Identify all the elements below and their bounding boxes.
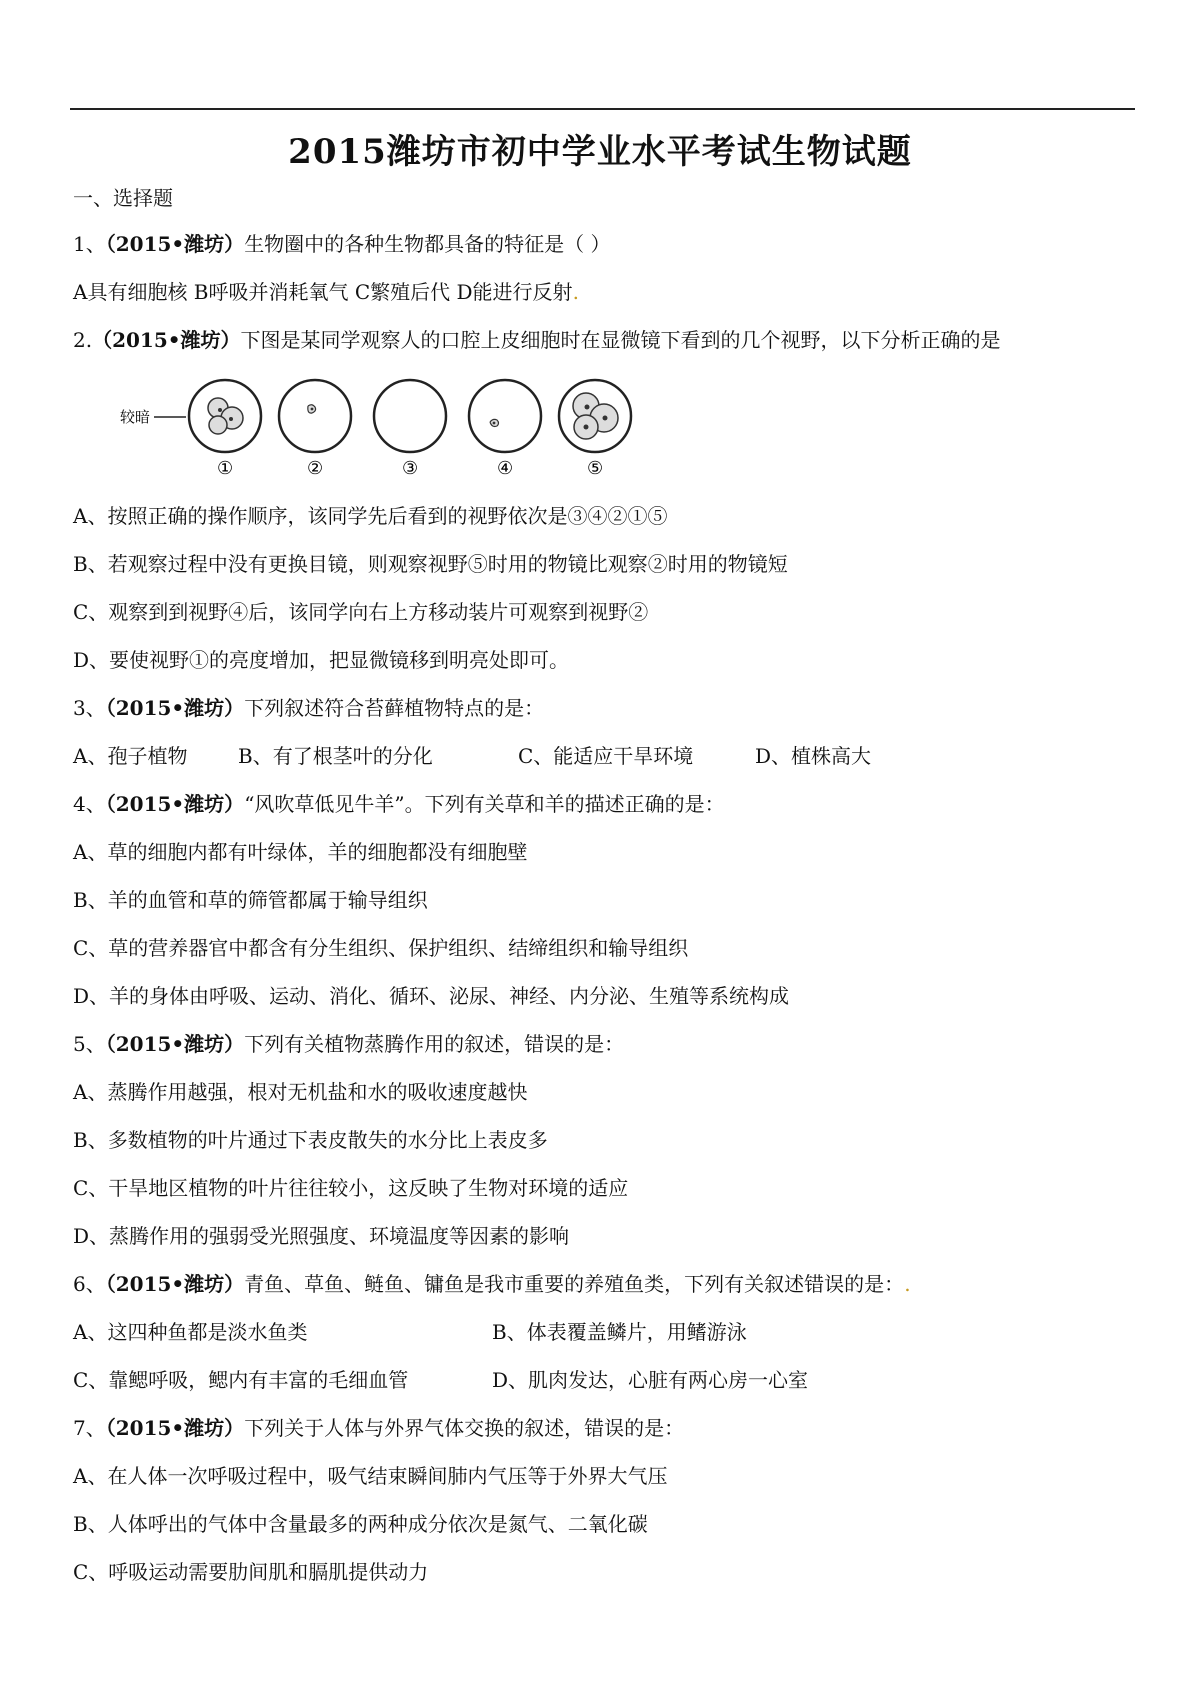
question-source: （2015•潍坊）: [105, 1272, 245, 1296]
field-1: [189, 380, 261, 452]
microscope-fields-figure: [120, 370, 660, 480]
option-c: C、观察到到视野④后，该同学向右上方移动装片可观察到视野②: [73, 600, 649, 624]
question-1-options: [73, 280, 579, 304]
question-text: 下列有关植物蒸腾作用的叙述，错误的是：: [244, 1032, 625, 1056]
question-number: 2.: [73, 328, 93, 352]
pointer-label: 较暗: [120, 408, 151, 426]
question-text: 下图是某同学观察人的口腔上皮细胞时在显微镜下看到的几个视野，以下分析正确的是: [240, 328, 1001, 352]
options-text: A具有细胞核 B呼吸并消耗氧气 C繁殖后代 D能进行反射: [73, 280, 573, 304]
question-number: 1、: [73, 232, 106, 256]
stray-dot: .: [904, 1272, 911, 1296]
option-a: A、在人体一次呼吸过程中，吸气结束瞬间肺内气压等于外界大气压: [73, 1464, 668, 1488]
question-number: 4、: [73, 792, 106, 816]
question-text: 青鱼、草鱼、鲢鱼、镛鱼是我市重要的养殖鱼类，下列有关叙述错误的是：: [244, 1272, 905, 1296]
page-title: 2015潍坊市初中学业水平考试生物试题: [288, 132, 912, 172]
option-a: A、蒸腾作用越强，根对无机盐和水的吸收速度越快: [73, 1080, 528, 1104]
option-a: A、草的细胞内都有叶绿体，羊的细胞都没有细胞壁: [73, 840, 528, 864]
option-b: B、人体呼出的气体中含量最多的两种成分依次是氮气、二氧化碳: [73, 1512, 648, 1536]
field-label: ①: [217, 458, 234, 479]
option-c: C、能适应干旱环境: [518, 744, 694, 768]
question-text: 下列关于人体与外界气体交换的叙述，错误的是：: [244, 1416, 685, 1440]
question-text: 下列叙述符合苔藓植物特点的是：: [244, 696, 545, 720]
option-d: D、羊的身体由呼吸、运动、消化、循环、泌尿、神经、内分泌、生殖等系统构成: [73, 984, 790, 1008]
question-7: [73, 1416, 684, 1440]
question-source: （2015•潍坊）: [105, 792, 245, 816]
option-b: B、多数植物的叶片通过下表皮散失的水分比上表皮多: [73, 1128, 548, 1152]
option-a: A、孢子植物: [73, 744, 188, 768]
field-label: ③: [402, 458, 419, 479]
option-b: B、羊的血管和草的筛管都属于输导组织: [73, 888, 428, 912]
question-2: [73, 328, 1001, 352]
question-source: （2015•潍坊）: [105, 696, 245, 720]
field-label: ⑤: [587, 458, 604, 479]
option-c: C、干旱地区植物的叶片往往较小，这反映了生物对环境的适应: [73, 1176, 629, 1200]
option-d: D、蒸腾作用的强弱受光照强度、环境温度等因素的影响: [73, 1224, 570, 1248]
question-number: 6、: [73, 1272, 106, 1296]
option-c: C、草的营养器官中都含有分生组织、保护组织、结缔组织和输导组织: [73, 936, 689, 960]
option-d: D、植株高大: [755, 744, 872, 768]
question-4: [73, 792, 725, 816]
field-label: ②: [307, 458, 324, 479]
question-source: （2015•潍坊）: [105, 232, 245, 256]
question-text: “风吹草低见牛羊”。下列有关草和羊的描述正确的是：: [244, 792, 725, 816]
question-source: （2015•潍坊）: [105, 1032, 245, 1056]
question-number: 3、: [73, 696, 106, 720]
field-2: [279, 380, 351, 452]
question-text: 生物圈中的各种生物都具备的特征是（ ）: [244, 232, 611, 256]
question-6: [73, 1272, 911, 1296]
stray-dot: .: [572, 280, 579, 304]
section-heading: 一、选择题: [73, 186, 173, 210]
option-a: A、这四种鱼都是淡水鱼类: [73, 1320, 308, 1344]
question-source: （2015•潍坊）: [105, 1416, 245, 1440]
option-b: B、有了根茎叶的分化: [238, 744, 433, 768]
option-c: C、靠鳃呼吸，鳃内有丰富的毛细血管: [73, 1368, 409, 1392]
field-5: [559, 380, 631, 452]
option-b: B、若观察过程中没有更换目镜，则观察视野⑤时用的物镜比观察②时用的物镜短: [73, 552, 788, 576]
question-number: 5、: [73, 1032, 106, 1056]
question-3: [73, 696, 544, 720]
question-1: [73, 232, 611, 256]
question-5: [73, 1032, 624, 1056]
option-a: A、按照正确的操作顺序，该同学先后看到的视野依次是③④②①⑤: [73, 504, 668, 528]
question-source: （2015•潍坊）: [92, 328, 241, 352]
option-d: D、肌肉发达，心脏有两心房一心室: [492, 1368, 809, 1392]
option-c: C、呼吸运动需要肋间肌和膈肌提供动力: [73, 1560, 429, 1584]
field-4: [469, 380, 541, 452]
question-number: 7、: [73, 1416, 106, 1440]
option-b: B、体表覆盖鳞片，用鳍游泳: [492, 1320, 747, 1344]
field-label: ④: [497, 458, 514, 479]
field-3: [374, 380, 446, 452]
header-rule: [70, 108, 1135, 110]
option-d: D、要使视野①的亮度增加，把显微镜移到明亮处即可。: [73, 648, 570, 672]
